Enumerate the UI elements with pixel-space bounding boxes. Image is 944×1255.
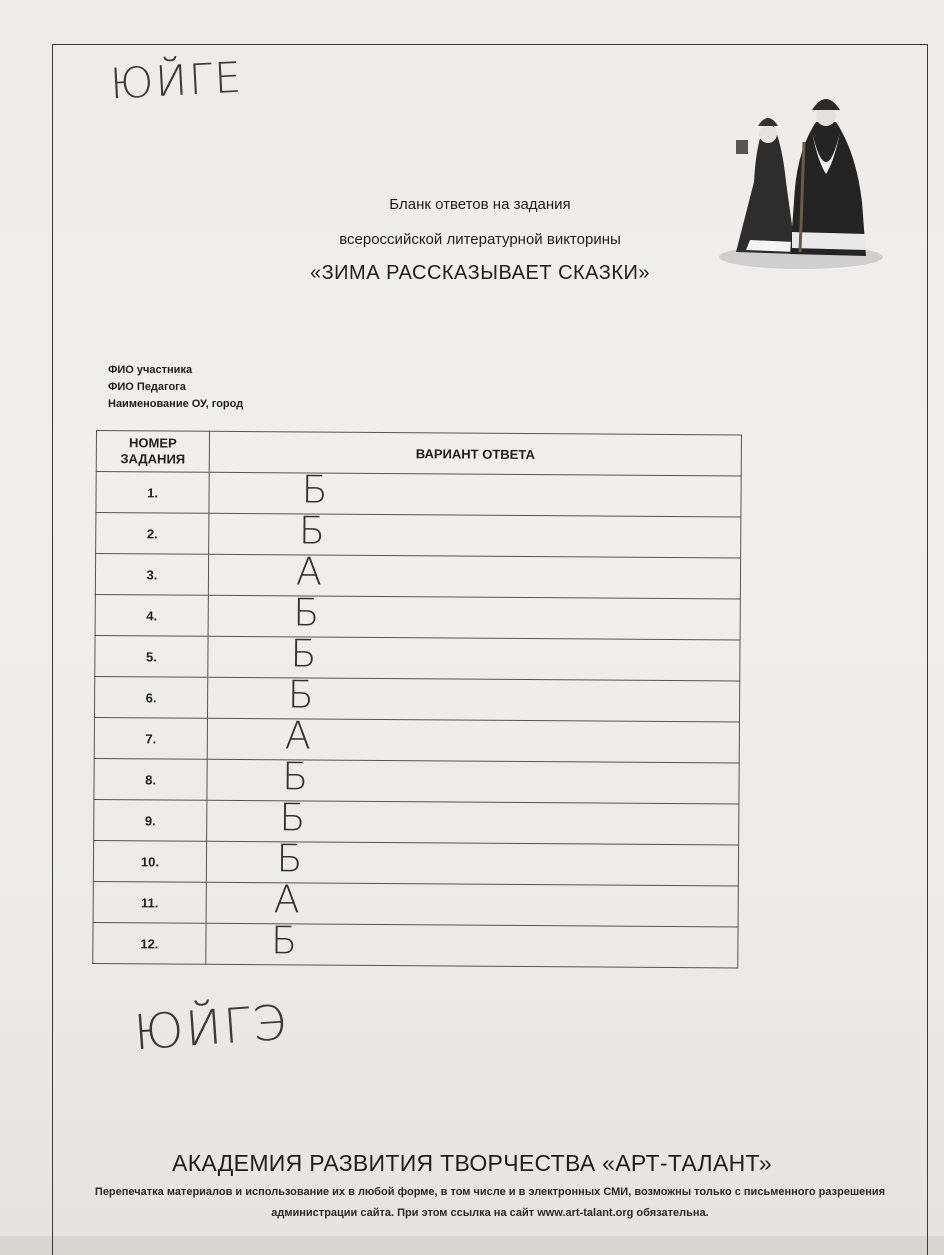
handwritten-answer: Б	[281, 754, 309, 799]
task-number: 1.	[96, 472, 209, 514]
table-row	[95, 554, 740, 600]
title-line-1: Бланк ответов на задания	[389, 196, 571, 213]
task-number: 4.	[95, 594, 208, 636]
table-row	[96, 472, 741, 518]
footer-title: АКАДЕМИЯ РАЗВИТИЯ ТВОРЧЕСТВА «АРТ-ТАЛАНТ»	[172, 1150, 772, 1176]
handwritten-answer: Б	[270, 918, 298, 963]
participant-info	[108, 362, 243, 413]
column-header-answer: ВАРИАНТ ОТВЕТА	[209, 431, 741, 476]
task-number: 9.	[94, 799, 207, 841]
table-row	[94, 676, 739, 722]
task-number: 12.	[93, 922, 206, 964]
table-row	[96, 513, 741, 559]
task-number: 11.	[93, 881, 206, 923]
handwritten-answer: Б	[298, 508, 326, 553]
handwritten-answer: А	[273, 877, 300, 922]
form-title	[260, 196, 700, 285]
participant-name-label: ФИО участника	[108, 364, 193, 376]
table-header-row	[96, 431, 741, 477]
task-number: 10.	[93, 840, 206, 882]
answers-table	[92, 430, 742, 968]
teacher-name-label: ФИО Педагога	[108, 381, 186, 393]
answer-cell	[208, 590, 740, 640]
table-row	[95, 635, 740, 681]
table-row	[93, 881, 738, 927]
answer-cell	[209, 467, 741, 517]
santa-snowmaiden-illustration	[716, 82, 886, 272]
handwritten-note-bottom: ЮЙГЭ	[132, 994, 290, 1062]
task-number: 6.	[94, 676, 207, 718]
handwritten-answer: Б	[290, 631, 317, 676]
answer-cell	[208, 549, 740, 599]
copyright-notice: Перепечатка материалов и использование их в любой форме, в том числе и в электронных СМИ, возможны только с письменного разрешения администрации сайта. При этом ссылка на сайт www.art-talant.org обязательна.	[94, 1186, 886, 1219]
answer-cell	[209, 508, 741, 558]
table-row	[94, 717, 739, 763]
handwritten-answer: Б	[301, 467, 328, 512]
table-row	[93, 922, 738, 968]
answer-cell	[206, 918, 738, 968]
handwritten-note-top: ЮЙГЕ	[108, 52, 245, 109]
handwritten-answer: Б	[287, 672, 314, 717]
handwritten-answer: Б	[293, 590, 320, 635]
table-row	[94, 799, 739, 845]
table-row	[93, 840, 738, 886]
table-row	[95, 594, 740, 640]
task-number: 2.	[96, 513, 209, 555]
school-city-label: Наименование ОУ, город	[108, 398, 244, 410]
handwritten-answer: Б	[276, 836, 303, 881]
table-row	[94, 758, 739, 804]
quiz-name: «ЗИМА РАССКАЗЫВАЕТ СКАЗКИ»	[309, 262, 651, 284]
task-number: 7.	[94, 717, 207, 759]
column-header-number: НОМЕР ЗАДАНИЯ	[96, 431, 209, 473]
task-number: 8.	[94, 758, 207, 800]
task-number: 3.	[95, 554, 208, 596]
task-number: 5.	[95, 635, 208, 677]
handwritten-answer: А	[284, 713, 312, 758]
handwritten-answer: А	[295, 549, 323, 594]
title-line-2: всероссийской литературной викторины	[339, 231, 621, 248]
handwritten-answer: Б	[279, 795, 306, 840]
